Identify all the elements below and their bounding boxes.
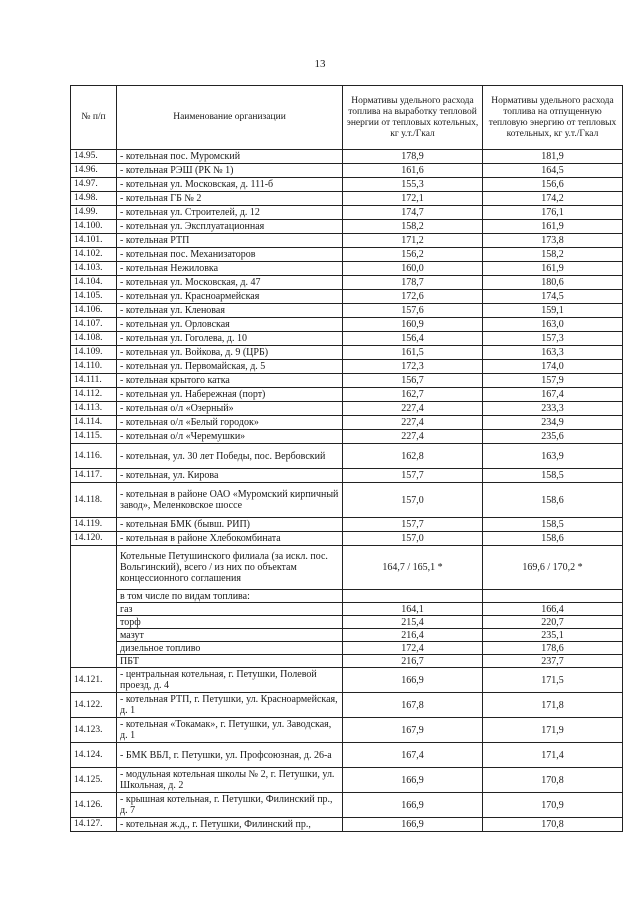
row-value-1: 172,6 — [343, 290, 483, 304]
row-value-1: 157,0 — [343, 483, 483, 518]
row-name: - котельная о/л «Белый городок» — [117, 416, 343, 430]
table-row — [71, 234, 623, 248]
table-row — [71, 402, 623, 416]
fuel-row — [71, 603, 623, 616]
fuel-value-1: 216,4 — [343, 629, 483, 642]
row-value-2: 174,2 — [483, 192, 623, 206]
row-name: - котельная в районе Хлебокомбината — [117, 532, 343, 546]
row-value-1: 157,7 — [343, 518, 483, 532]
row-num: 14.104. — [71, 276, 117, 290]
row-num: 14.102. — [71, 248, 117, 262]
fuel-name: ПБТ — [117, 655, 343, 668]
table-row — [71, 793, 623, 818]
row-name: - котельная ж.д., г. Петушки, Филинский пр., — [117, 818, 343, 832]
row-name: - котельная БМК (бывш. РИП) — [117, 518, 343, 532]
row-value-1: 156,2 — [343, 248, 483, 262]
row-value-2: 163,9 — [483, 444, 623, 469]
row-value-2: 158,6 — [483, 483, 623, 518]
petushki-total-row — [71, 546, 623, 590]
by-fuel-label: в том числе по видам топлива: — [117, 590, 343, 603]
row-name: - котельная ул. Орловская — [117, 318, 343, 332]
row-value-1: 161,5 — [343, 346, 483, 360]
row-num: 14.122. — [71, 693, 117, 718]
row-value-2: 171,4 — [483, 743, 623, 768]
row-num: 14.97. — [71, 178, 117, 192]
table-row — [71, 192, 623, 206]
table-row — [71, 416, 623, 430]
table-row — [71, 248, 623, 262]
row-num: 14.125. — [71, 768, 117, 793]
row-value-1: 155,3 — [343, 178, 483, 192]
row-value-2: 173,8 — [483, 234, 623, 248]
by-fuel-row — [71, 590, 623, 603]
row-name: - котельная «Токамак», г. Петушки, ул. Заводская, д. 1 — [117, 718, 343, 743]
row-value-2: 158,5 — [483, 469, 623, 483]
row-num: 14.115. — [71, 430, 117, 444]
row-value-2: 157,3 — [483, 332, 623, 346]
header-num: № п/п — [71, 86, 117, 150]
row-value-2: 164,5 — [483, 164, 623, 178]
row-value-1: 156,4 — [343, 332, 483, 346]
row-value-2: 174,0 — [483, 360, 623, 374]
row-value-1: 178,9 — [343, 150, 483, 164]
row-value-1: 157,7 — [343, 469, 483, 483]
table-row — [71, 150, 623, 164]
row-value-2: 159,1 — [483, 304, 623, 318]
table-row — [71, 693, 623, 718]
table-row — [71, 483, 623, 518]
row-value-2: 181,9 — [483, 150, 623, 164]
row-value-2: 163,3 — [483, 346, 623, 360]
row-value-2: 170,8 — [483, 768, 623, 793]
row-value-2: 176,1 — [483, 206, 623, 220]
row-value-2: 174,5 — [483, 290, 623, 304]
row-value-1: 157,0 — [343, 532, 483, 546]
table-row — [71, 304, 623, 318]
row-value-1: 166,9 — [343, 768, 483, 793]
fuel-row — [71, 655, 623, 668]
table-row — [71, 262, 623, 276]
fuel-value-1: 215,4 — [343, 616, 483, 629]
by-fuel-empty-2 — [483, 590, 623, 603]
row-value-1: 160,0 — [343, 262, 483, 276]
row-num: 14.107. — [71, 318, 117, 332]
row-value-1: 227,4 — [343, 402, 483, 416]
row-value-1: 172,1 — [343, 192, 483, 206]
row-num: 14.110. — [71, 360, 117, 374]
fuel-row — [71, 629, 623, 642]
table-row — [71, 818, 623, 832]
row-num: 14.103. — [71, 262, 117, 276]
fuel-name: дизельное топливо — [117, 642, 343, 655]
row-value-2: 156,6 — [483, 178, 623, 192]
row-num: 14.96. — [71, 164, 117, 178]
table-row — [71, 276, 623, 290]
row-value-1: 161,6 — [343, 164, 483, 178]
row-value-1: 157,6 — [343, 304, 483, 318]
row-num: 14.106. — [71, 304, 117, 318]
row-value-2: 170,8 — [483, 818, 623, 832]
table-row — [71, 469, 623, 483]
table-row — [71, 768, 623, 793]
table-row — [71, 206, 623, 220]
row-num: 14.108. — [71, 332, 117, 346]
fuel-row — [71, 616, 623, 629]
row-num: 14.123. — [71, 718, 117, 743]
row-num: 14.100. — [71, 220, 117, 234]
table-row — [71, 743, 623, 768]
row-value-1: 227,4 — [343, 416, 483, 430]
header-col1: Нормативы удельного расхода топлива на выработку тепловой энергии от тепловых котельных, кг у.т./Гкал — [343, 86, 483, 150]
row-num: 14.126. — [71, 793, 117, 818]
row-value-2: 180,6 — [483, 276, 623, 290]
row-value-2: 161,9 — [483, 220, 623, 234]
row-value-2: 171,5 — [483, 668, 623, 693]
table-row — [71, 318, 623, 332]
row-value-2: 161,9 — [483, 262, 623, 276]
table-row — [71, 290, 623, 304]
row-num: 14.109. — [71, 346, 117, 360]
row-num: 14.111. — [71, 374, 117, 388]
fuel-value-2: 220,7 — [483, 616, 623, 629]
petushki-name: Котельные Петушинского филиала (за искл. пос. Вольгинский), всего / из них по объектам концессионного соглашения — [117, 546, 343, 590]
row-name: - котельная о/л «Черемушки» — [117, 430, 343, 444]
row-num: 14.121. — [71, 668, 117, 693]
fuel-name: газ — [117, 603, 343, 616]
by-fuel-empty-1 — [343, 590, 483, 603]
table-row — [71, 444, 623, 469]
row-num: 14.101. — [71, 234, 117, 248]
row-num: 14.117. — [71, 469, 117, 483]
row-num-empty — [71, 546, 117, 668]
table-row — [71, 332, 623, 346]
row-value-2: 167,4 — [483, 388, 623, 402]
fuel-value-2: 237,7 — [483, 655, 623, 668]
row-name: - котельная пос. Механизаторов — [117, 248, 343, 262]
row-name: - крышная котельная, г. Петушки, Филинский пр., д. 7 — [117, 793, 343, 818]
page-number: 13 — [314, 58, 326, 70]
row-num: 14.119. — [71, 518, 117, 532]
row-name: - котельная ул. Строителей, д. 12 — [117, 206, 343, 220]
row-num: 14.95. — [71, 150, 117, 164]
row-value-2: 157,9 — [483, 374, 623, 388]
row-value-2: 170,9 — [483, 793, 623, 818]
row-value-1: 158,2 — [343, 220, 483, 234]
header-col2: Нормативы удельного расхода топлива на отпущенную тепловую энергию от тепловых котельных, кг у.т./Гкал — [483, 86, 623, 150]
row-name: - котельная ГБ № 2 — [117, 192, 343, 206]
row-value-2: 158,5 — [483, 518, 623, 532]
header-row — [71, 86, 623, 150]
row-name: - котельная ул. Эксплуатационная — [117, 220, 343, 234]
row-num: 14.98. — [71, 192, 117, 206]
row-num: 14.118. — [71, 483, 117, 518]
table-row — [71, 164, 623, 178]
table-row — [71, 374, 623, 388]
table-row — [71, 668, 623, 693]
row-value-2: 163,0 — [483, 318, 623, 332]
row-num: 14.124. — [71, 743, 117, 768]
row-name: - котельная в районе ОАО «Муромский кирпичный завод», Меленковское шоссе — [117, 483, 343, 518]
table-row — [71, 430, 623, 444]
row-name: - котельная РЭШ (РК № 1) — [117, 164, 343, 178]
row-value-1: 162,7 — [343, 388, 483, 402]
table-row — [71, 360, 623, 374]
table-row — [71, 220, 623, 234]
petushki-value-2: 169,6 / 170,2 * — [483, 546, 623, 590]
row-value-1: 160,9 — [343, 318, 483, 332]
fuel-name: торф — [117, 616, 343, 629]
row-value-1: 227,4 — [343, 430, 483, 444]
row-value-2: 158,2 — [483, 248, 623, 262]
row-value-1: 166,9 — [343, 793, 483, 818]
row-name: - котельная ул. Войкова, д. 9 (ЦРБ) — [117, 346, 343, 360]
row-num: 14.127. — [71, 818, 117, 832]
row-num: 14.114. — [71, 416, 117, 430]
row-num: 14.113. — [71, 402, 117, 416]
row-name: - котельная РТП, г. Петушки, ул. Красноармейская, д. 1 — [117, 693, 343, 718]
row-value-1: 167,8 — [343, 693, 483, 718]
table-row — [71, 718, 623, 743]
header-name: Наименование организации — [117, 86, 343, 150]
row-value-2: 233,3 — [483, 402, 623, 416]
norms-table — [70, 85, 623, 832]
row-name: - котельная пос. Муромский — [117, 150, 343, 164]
fuel-value-2: 166,4 — [483, 603, 623, 616]
row-name: - котельная ул. Первомайская, д. 5 — [117, 360, 343, 374]
row-name: - котельная, ул. 30 лет Победы, пос. Вербовский — [117, 444, 343, 469]
row-num: 14.112. — [71, 388, 117, 402]
table-row — [71, 346, 623, 360]
row-value-1: 156,7 — [343, 374, 483, 388]
table-row — [71, 178, 623, 192]
row-value-1: 166,9 — [343, 668, 483, 693]
fuel-row — [71, 642, 623, 655]
row-value-1: 167,9 — [343, 718, 483, 743]
fuel-name: мазут — [117, 629, 343, 642]
petushki-value-1: 164,7 / 165,1 * — [343, 546, 483, 590]
table-row — [71, 388, 623, 402]
fuel-value-1: 216,7 — [343, 655, 483, 668]
row-value-1: 171,2 — [343, 234, 483, 248]
row-value-1: 172,3 — [343, 360, 483, 374]
row-name: - котельная о/л «Озерный» — [117, 402, 343, 416]
row-num: 14.120. — [71, 532, 117, 546]
row-value-1: 167,4 — [343, 743, 483, 768]
fuel-value-1: 172,4 — [343, 642, 483, 655]
row-name: - котельная крытого катка — [117, 374, 343, 388]
table-row — [71, 518, 623, 532]
row-name: - котельная ул. Гоголева, д. 10 — [117, 332, 343, 346]
row-name: - БМК ВБЛ, г. Петушки, ул. Профсоюзная, д. 26-а — [117, 743, 343, 768]
row-name: - котельная ул. Московская, д. 111-б — [117, 178, 343, 192]
row-value-1: 166,9 — [343, 818, 483, 832]
row-value-1: 174,7 — [343, 206, 483, 220]
row-value-2: 171,8 — [483, 693, 623, 718]
row-value-1: 178,7 — [343, 276, 483, 290]
row-value-2: 235,6 — [483, 430, 623, 444]
table-row — [71, 532, 623, 546]
row-value-2: 171,9 — [483, 718, 623, 743]
row-name: - центральная котельная, г. Петушки, Полевой проезд, д. 4 — [117, 668, 343, 693]
row-value-2: 158,6 — [483, 532, 623, 546]
fuel-value-2: 235,1 — [483, 629, 623, 642]
row-name: - котельная ул. Кленовая — [117, 304, 343, 318]
row-value-2: 234,9 — [483, 416, 623, 430]
row-value-1: 162,8 — [343, 444, 483, 469]
row-name: - котельная, ул. Кирова — [117, 469, 343, 483]
row-num: 14.105. — [71, 290, 117, 304]
fuel-value-1: 164,1 — [343, 603, 483, 616]
row-name: - модульная котельная школы № 2, г. Петушки, ул. Школьная, д. 2 — [117, 768, 343, 793]
row-name: - котельная Нежиловка — [117, 262, 343, 276]
fuel-value-2: 178,6 — [483, 642, 623, 655]
row-name: - котельная ул. Красноармейская — [117, 290, 343, 304]
row-num: 14.99. — [71, 206, 117, 220]
row-name: - котельная ул. Набережная (порт) — [117, 388, 343, 402]
row-name: - котельная РТП — [117, 234, 343, 248]
row-num: 14.116. — [71, 444, 117, 469]
row-name: - котельная ул. Московская, д. 47 — [117, 276, 343, 290]
table-body-a — [71, 150, 623, 832]
